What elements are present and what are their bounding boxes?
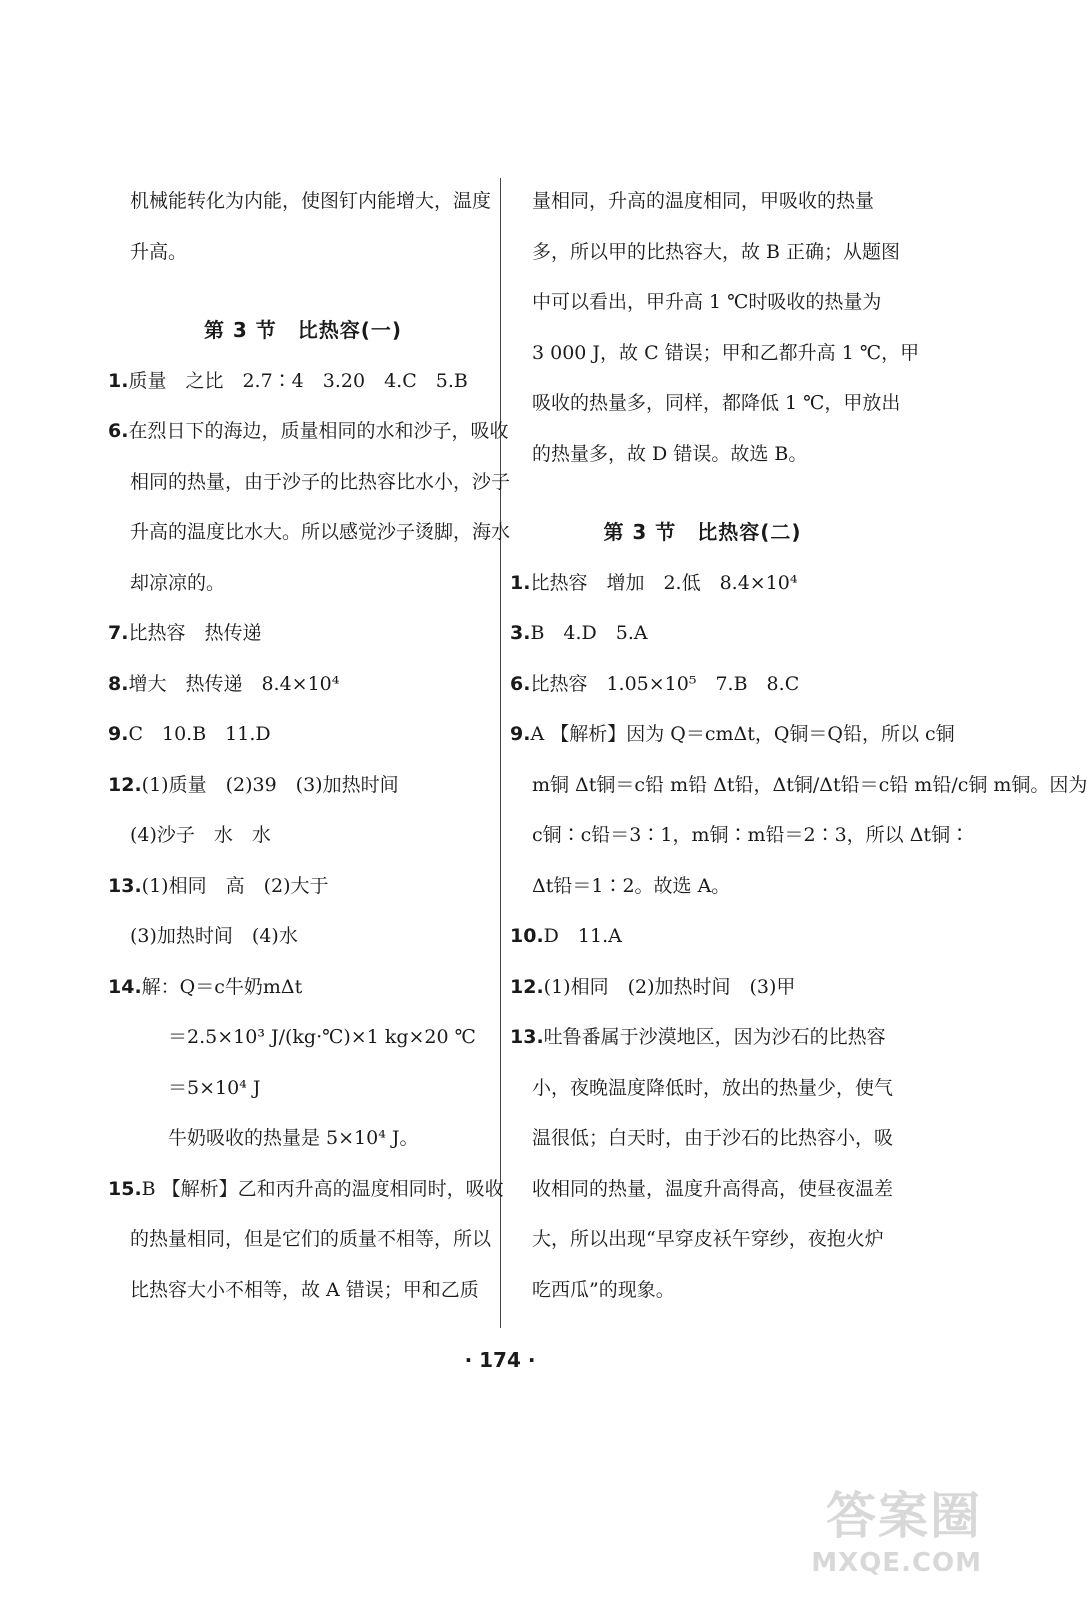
answer-continuation (108, 1265, 498, 1316)
text-line: 机械能转化为内能，使图钉内能增大，温度 (130, 190, 492, 212)
answer-item (510, 962, 895, 1013)
item-text: 比热容大小不相等，故 A 错误；甲和乙质 (130, 1278, 479, 1301)
section-heading: 第 3 节 比热容(一) (203, 318, 403, 342)
text-line: 吸收的热量多，同样，都降低 1 ℃，甲放出 (532, 392, 901, 414)
item-number: 7. (108, 622, 129, 644)
answer-continuation (510, 760, 1087, 811)
item-text: (1)相同 (2)加热时间 (3)甲 (543, 975, 796, 998)
answer-item (108, 962, 498, 1013)
answer-continuation (510, 861, 895, 912)
answer-continuation (510, 810, 970, 861)
answer-continuation (510, 1063, 895, 1114)
item-text: 牛奶吸收的热量是 5×10⁴ J。 (168, 1127, 419, 1149)
item-number: 1. (108, 369, 129, 392)
item-text: m铜 Δt铜＝c铅 m铅 Δt铅，Δt铜/Δt铅＝c铅 m铅/c铜 m铜。因为 (532, 773, 1087, 796)
item-text: 比热容 增加 2.低 8.4×10⁴ (530, 571, 798, 594)
item-number: 3. (510, 622, 531, 644)
item-number: 13. (108, 874, 142, 897)
item-text: 吃西瓜”的现象。 (532, 1278, 675, 1301)
answer-item (108, 356, 498, 407)
answer-continuation (108, 507, 511, 558)
item-number: 12. (108, 773, 142, 796)
item-number: 9. (108, 723, 129, 745)
item-number: 13. (510, 1026, 544, 1048)
watermark-logo: 答案圈 MXQE.COM (811, 1487, 982, 1578)
item-text: 质量 之比 2.7∶4 3.20 4.C 5.B (128, 369, 468, 392)
item-text: c铜∶c铅＝3∶1，m铜∶m铅＝2∶3，所以 Δt铜∶ (532, 824, 970, 846)
item-text: 相同的热量，由于沙子的比热容比水小，沙子 (130, 470, 511, 493)
answer-continuation (108, 558, 498, 609)
text-line: 升高。 (130, 240, 188, 263)
answer-item (108, 1164, 504, 1215)
item-number: 15. (108, 1177, 142, 1200)
item-number: 6. (108, 420, 129, 442)
item-text: (1)质量 (2)39 (3)加热时间 (141, 773, 399, 796)
item-text: 升高的温度比水大。所以感觉沙子烫脚，海水 (130, 521, 511, 543)
column-divider (500, 178, 501, 1328)
page-number: · 174 · (464, 1348, 536, 1372)
answer-continuation (108, 1113, 498, 1164)
item-number: 14. (108, 975, 142, 998)
item-text: (4)沙子 水 水 (130, 824, 271, 846)
answer-item (510, 558, 895, 609)
item-text: Δt铅＝1∶2。故选 A。 (532, 874, 731, 897)
answer-continuation (108, 457, 511, 508)
item-text: A 【解析】因为 Q＝cmΔt，Q铜＝Q铅，所以 c铜 (530, 723, 955, 745)
answer-continuation (108, 1214, 498, 1265)
answer-continuation (108, 810, 498, 861)
answer-item (510, 709, 955, 760)
item-number: 8. (108, 672, 129, 695)
item-text: 比热容 热传递 (128, 622, 262, 644)
answer-continuation (510, 1265, 895, 1316)
item-text: B 【解析】乙和丙升高的温度相同时，吸收 (141, 1177, 504, 1200)
item-number: 6. (510, 672, 531, 695)
answer-item (108, 406, 509, 457)
right-column (510, 176, 1087, 1315)
item-text: 的热量相同，但是它们的质量不相等，所以 (130, 1228, 492, 1250)
item-text: 增大 热传递 8.4×10⁴ (128, 672, 340, 695)
answer-item (108, 659, 498, 710)
answer-item (510, 1012, 895, 1063)
text-line: 3 000 J，故 C 错误；甲和乙都升高 1 ℃，甲 (532, 341, 920, 364)
item-text: 比热容 1.05×10⁵ 7.B 8.C (530, 672, 800, 695)
answer-continuation (108, 911, 498, 962)
answer-continuation (510, 1164, 895, 1215)
answer-item (108, 608, 498, 659)
text-line: 中可以看出，甲升高 1 ℃时吸收的热量为 (532, 291, 882, 313)
item-text: ＝5×10⁴ J (168, 1076, 261, 1099)
answer-item (510, 911, 895, 962)
item-number: 1. (510, 571, 531, 594)
text-line: 量相同，升高的温度相同，甲吸收的热量 (532, 190, 875, 212)
answer-continuation (510, 1113, 895, 1164)
answer-item (510, 659, 895, 710)
item-number: 12. (510, 975, 544, 998)
item-text: (1)相同 高 (2)大于 (141, 874, 329, 897)
answer-continuation (108, 1063, 498, 1114)
item-text: ＝2.5×10³ J/(kg·℃)×1 kg×20 ℃ (168, 1026, 476, 1048)
item-text: 收相同的热量，温度升高得高，使昼夜温差 (532, 1177, 894, 1200)
item-text: C 10.B 11.D (128, 723, 271, 745)
item-text: (3)加热时间 (4)水 (130, 925, 298, 947)
left-column (108, 176, 511, 1315)
answer-item (510, 608, 895, 659)
item-text: 温很低；白天时，由于沙石的比热容小，吸 (532, 1127, 894, 1149)
item-text: 在烈日下的海边，质量相同的水和沙子，吸收 (128, 420, 509, 442)
answer-continuation (108, 1012, 498, 1063)
answer-item (108, 760, 498, 811)
item-number: 10. (510, 925, 544, 947)
item-text: D 11.A (543, 925, 622, 947)
item-text: 大，所以出现“早穿皮袄午穿纱，夜抱火炉 (532, 1228, 884, 1250)
item-text: B 4.D 5.A (530, 622, 648, 644)
answer-item (108, 861, 498, 912)
text-line: 多，所以甲的比热容大，故 B 正确；从题图 (532, 240, 901, 263)
section-heading: 第 3 节 比热容(二) (603, 520, 802, 544)
item-text: 吐鲁番属于沙漠地区，因为沙石的比热容 (543, 1026, 886, 1048)
item-number: 9. (510, 723, 531, 745)
item-text: 小，夜晚温度降低时，放出的热量少，使气 (532, 1076, 894, 1099)
item-text: 却凉凉的。 (130, 571, 226, 594)
item-text: 解：Q＝c牛奶mΔt (141, 975, 303, 998)
text-line: 的热量多，故 D 错误。故选 B。 (532, 442, 808, 465)
answer-item (108, 709, 498, 760)
answer-continuation (510, 1214, 895, 1265)
